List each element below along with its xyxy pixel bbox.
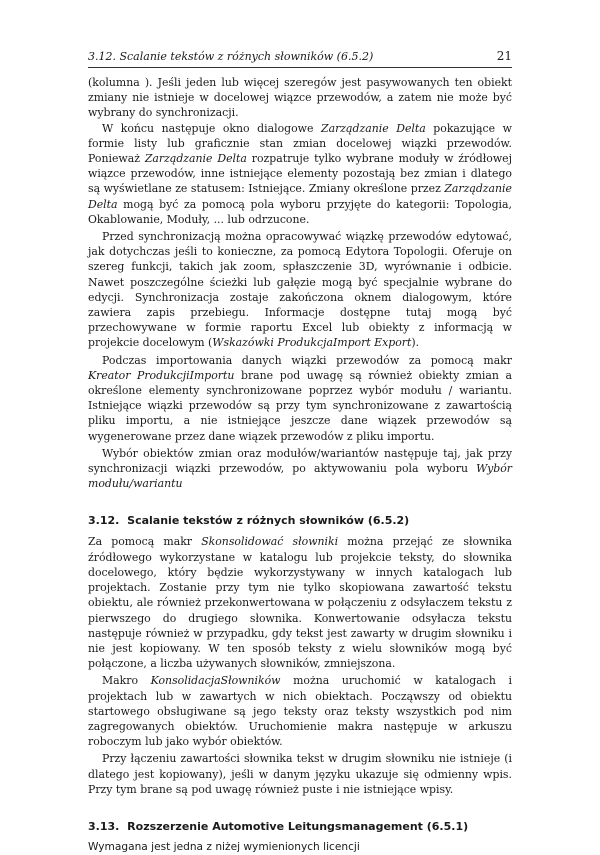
dialog-name: Zarządzanie Delta (88, 182, 512, 211)
dialog-name: Zarządzanie Delta (321, 121, 426, 135)
license-note: Wymagana jest jedna z niżej wymienionych licencji (88, 840, 360, 853)
paragraph: Przy łączeniu zawartości słownika tekst w drugim słowniku nie istnieje (i dlatego jest kopiowany), jeśli w danym języku ukazuje się odmienny wpis. Przy tym brane są pod uwagę również puste i nie istniejące wpisy. (88, 752, 512, 796)
macro-name: Skonsolidować słowniki (201, 535, 339, 549)
field-name: Wybór modułu/wariantu (88, 462, 512, 491)
running-title: 3.12. Scalanie tekstów z różnych słowników (6.5.2) (88, 50, 374, 63)
running-header (88, 49, 512, 64)
macro-name: KonsolidacjaSłowników (150, 674, 281, 688)
header-rule (88, 67, 512, 68)
paragraph: Wybór obiektów zmian oraz modułów/wariantów następuje taj, jak przy synchronizacji wiązki przewodów, po aktywowaniu pola wyboru Wybór modułu/wariantu (88, 446, 512, 491)
dialog-name: Zarządzanie Delta (144, 152, 247, 166)
paragraph: (kolumna ). Jeśli jeden lub więcej szeregów jest pasywowanych ten obiekt zmiany nie istnieje w docelowej wiązce przewodów, a zatem nie może być wybrany do synchronizacji. (88, 76, 512, 120)
report-name: Wskazówki ProdukcjaImport Export (212, 336, 412, 350)
paragraph: Podczas importowania danych wiązki przewodów za pomocą makr Kreator ProdukcjiImportu brane pod uwagę są również obiekty zmian a określone elementy synchronizowane poprzez wybór modułu / wariantu. Istniejące wiązki przewodów są przy tym synchronizowane z zawartością pliku importu, a nie istniejące jeszcze dane wiązek przewodów są wygenerowane przez dane wiązek przewodów z pliku importu. (88, 353, 512, 443)
paragraph: Przed synchronizacją można opracowywać wiązkę przewodów edytować, jak dotychczas jeśli to konieczne, za pomocą Edytora Topologii. Oferuje on szereg funkcji, takich jak zoom, spłaszczenie 3D, wyrównanie i odbicie. Nawet poszczególne ścieżki lub gałęzie mogą być specjalnie wybrane do edycji. Synchronizacja zostaje zakończona oknem dialogowym, które zawiera zapis przebiegu. Informacje dostępne tutaj mogą być przechowywane w formie raportu Excel lub obiekty z informacją w projekcie docelowym (Wskazówki ProdukcjaImport Export). (88, 230, 512, 350)
macro-name: Kreator ProdukcjiImportu (88, 368, 235, 382)
paragraph: W końcu następuje okno dialogowe Zarządzanie Delta pokazujące w formie listy lub graficznie stan zmian docelowej wiązki przewodów. Ponieważ Zarządzanie Delta rozpatruje tylko wybrane moduły w źródłowej wiązce przewodów, inne istniejące elementy pozostają bez zmian i dlatego są wyświetlane ze statusem: Istniejące. Zmiany określone przez Zarządzanie Delta mogą być za pomocą pola wyboru przyjęte do kategorii: Topologia, Okablowanie, Moduły, ... lub odrzucone. (88, 121, 512, 226)
section-heading-3-12: 3.12. Scalanie tekstów z różnych słowników (6.5.2) (88, 514, 410, 528)
section-heading-3-13: 3.13. Rozszerzenie Automotive Leitungsmanagement (6.5.1) (88, 819, 469, 833)
page-body (88, 75, 512, 855)
page-number: 21 (496, 49, 512, 63)
paragraph: Za pomocą makr Skonsolidować słowniki można przejąć ze słownika źródłowego wykorzystane w katalogu lub projekcie teksty, do słownika docelowego, który będzie wykorzystywany w innych katalogach lub projektach. Zostanie przy tym nie tylko skopiowana zawartość tekstu obiektu, ale również przekonwertowana w połączeniu z odsyłaczem tekstu z pierwszego do drugiego słownika. Konwertowanie odsyłacza tekstu następuje również w przypadku, gdy tekst jest zawarty w drugim słowniku i nie jest kopiowany. W ten sposób teksty z wielu słowników mogą być połączone, a liczba używanych słowników, zmniejszona. (88, 535, 513, 671)
paragraph: Makro KonsolidacjaSłowników można uruchomić w katalogach i projektach lub w zawartych w nich obiektach. Począwszy od obiektu startowego obsługiwane są jego teksty oraz teksty wszystkich pod nim zagregowanych obiektów. Uruchomienie makra następuje w arkuszu roboczym lub jako wybór obiektów. (88, 674, 513, 749)
